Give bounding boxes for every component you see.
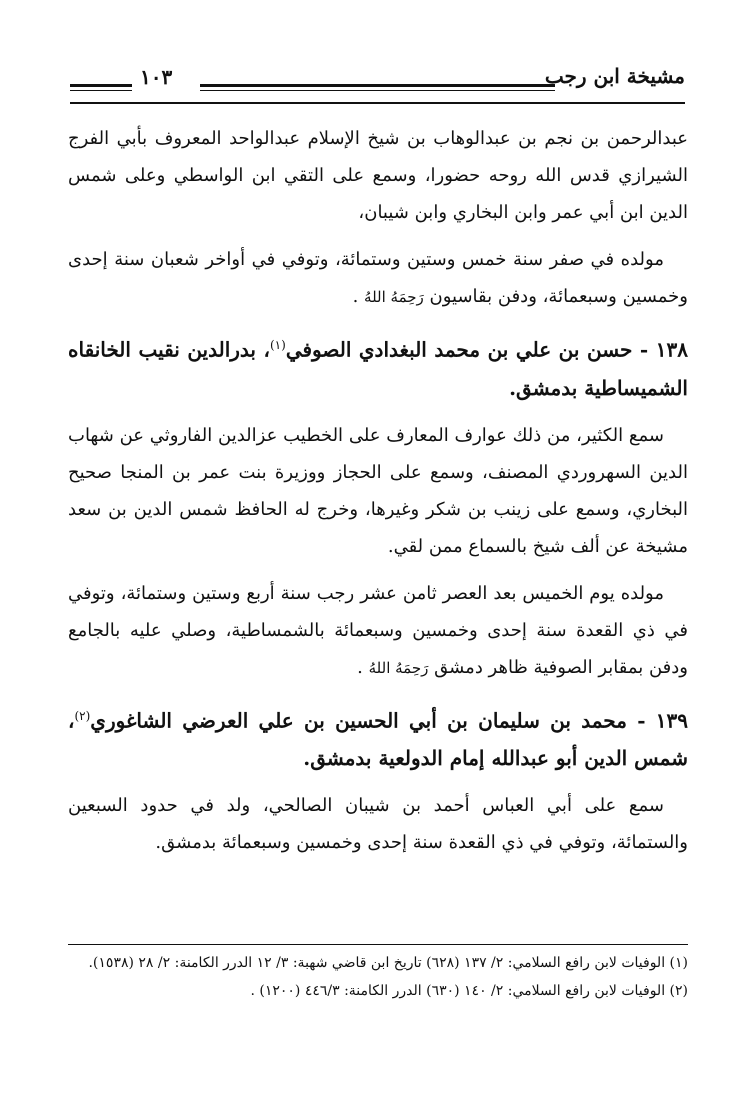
paragraph-end: . bbox=[357, 656, 363, 678]
entry-heading-138 bbox=[68, 326, 688, 407]
footnote: (٢) الوفيات لابن رافع السلامي: ٢/ ١٤٠ (٦٣٠) الدرر الكامنة: ٤٤٦/٣ (١٢٠٠) . bbox=[250, 983, 688, 999]
entry-heading-text: ١٣٨ - حسن بن علي بن محمد البغدادي الصوفي bbox=[285, 337, 688, 362]
paragraph bbox=[68, 575, 688, 687]
footnotes bbox=[68, 944, 688, 1007]
paragraph bbox=[68, 241, 688, 316]
honorific: رَحِمَهُ اللهُ bbox=[364, 288, 424, 306]
entry-heading-text: ١٣٩ - محمد بن سليمان بن أبي الحسين بن علي العرضي الشاغوري bbox=[90, 708, 688, 733]
paragraph: عبدالرحمن بن نجم بن عبدالوهاب بن شيخ الإسلام عبدالواحد المعروف بأبي الفرج الشيرازي قدس الله روحه حضورا، وسمع على التقي ابن الواسطي وعلى شمس الدين ابن أبي عمر وابن البخاري وابن شيبان، bbox=[68, 128, 688, 223]
running-header bbox=[70, 62, 685, 102]
entry-heading-text: ، شمس الدين أبو عبدالله إمام الدولعية بدمشق. bbox=[68, 708, 688, 771]
entry-heading-text: ، بدرالدين نقيب الخانقاه الشميساطية بدمشق. bbox=[68, 337, 688, 400]
entry-heading-139 bbox=[68, 697, 688, 778]
main-text bbox=[68, 120, 688, 871]
page-number: ١٠٣ bbox=[140, 65, 173, 89]
footnote: (١) الوفيات لابن رافع السلامي: ٢/ ١٣٧ (٦٢٨) تاريخ ابن قاضي شهبة: ٣/ ١٢ الدرر الكامنة: ٢/ ٢٨ (١٥٣٨). bbox=[88, 955, 688, 971]
paragraph-end: . bbox=[352, 286, 359, 307]
footnote-ref: (٢) bbox=[74, 708, 91, 723]
header-underline bbox=[70, 102, 685, 104]
book-title: مشيخة ابن رجب bbox=[544, 64, 685, 88]
footnote-rule bbox=[68, 944, 688, 945]
paragraph: سمع الكثير، من ذلك عوارف المعارف على الخطيب عزالدين الفاروثي عن شهاب الدين السهروردي المصنف، وسمع على الحجاز ووزيرة بنت عمر بن المنجا صحيح البخاري، وسمع على زينب بن شكر وغيرها، وخرج له الحافظ شمس الدين بن سعد مشيخة عن ألف شيخ بالسماع ممن لقي. bbox=[68, 424, 688, 557]
paragraph-text: مولده يوم الخميس بعد العصر ثامن عشر رجب سنة أربع وستين وستمائة، وتوفي في ذي القعدة سنة إحدى وخمسين وسبعمائة بالشمساطية، وصلي عليه بالجامع ودفن بمقابر الصوفية ظاهر دمشق bbox=[68, 582, 688, 678]
honorific: رَحِمَهُ اللهُ bbox=[368, 658, 429, 677]
paragraph-text: مولده في صفر سنة خمس وستين وستمائة، وتوفي في أواخر شعبان سنة إحدى وخمسين وسبعمائة، ودفن بقاسيون bbox=[68, 249, 688, 307]
header-rule-left bbox=[70, 84, 132, 91]
paragraph: سمع على أبي العباس أحمد بن شيبان الصالحي، ولد في حدود السبعين والستمائة، وتوفي في ذي القعدة سنة إحدى وخمسين وسبعمائة بدمشق. bbox=[68, 795, 688, 854]
footnote-ref: (١) bbox=[269, 338, 286, 352]
header-rule-right bbox=[200, 84, 555, 91]
